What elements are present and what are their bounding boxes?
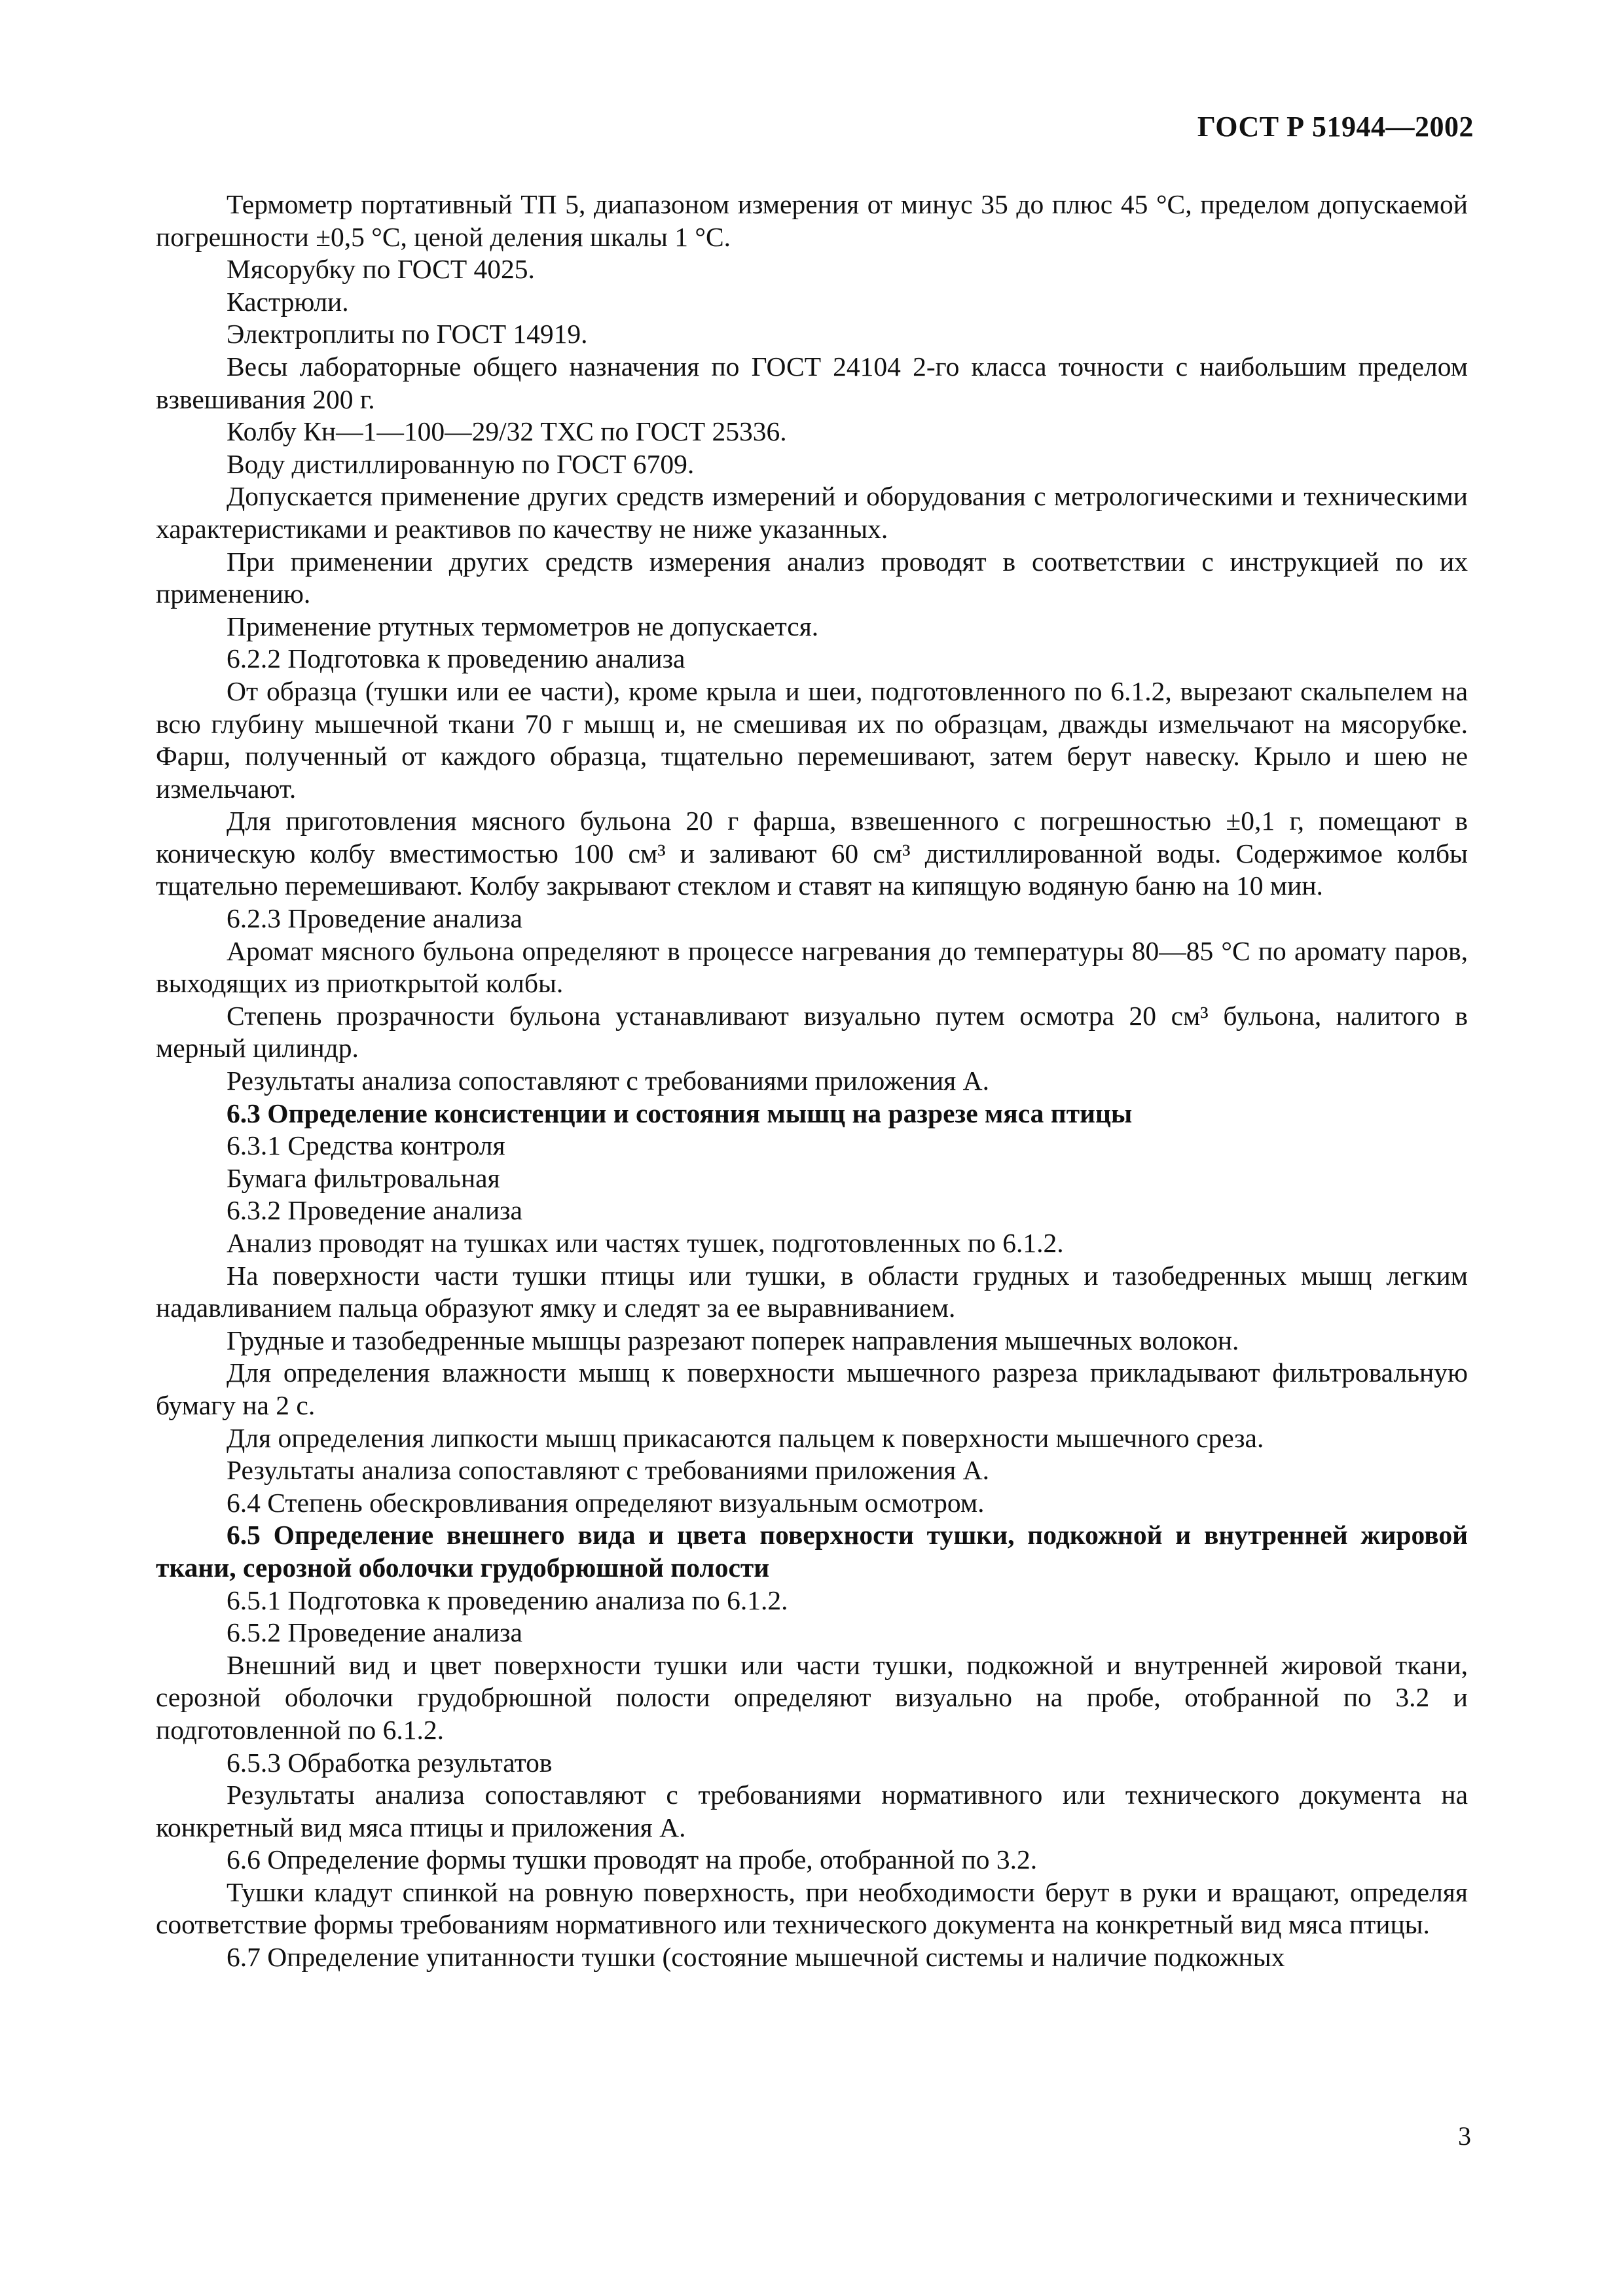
section-heading-bold: 6.5 Определение внешнего вида и цвета поверхности тушки, подкожной и внутренней жировой ткани, серозной оболочки грудобрюшной полости [156, 1520, 1468, 1583]
body-paragraph: Мясорубку по ГОСТ 4025. [227, 254, 535, 285]
body-paragraph: Степень прозрачности бульона устанавливают визуально путем осмотра 20 см³ бульона, налитого в мерный цилиндр. [156, 1000, 1468, 1064]
body-paragraph: При применении других средств измерения анализ проводят в соответствии с инструкцией по их применению. [156, 546, 1468, 609]
body-paragraph: Бумага фильтровальная [227, 1162, 500, 1193]
body-paragraph: 6.4 Степень обескровливания определяют визуальным осмотром. [227, 1487, 985, 1518]
body-paragraph: Внешний вид и цвет поверхности тушки или части тушки, подкожной и внутренней жировой ткани, серозной оболочки грудобрюшной полости определяют визуально на пробе, отобранной по 3.2 и подготовленной по 6.1.2. [156, 1649, 1468, 1745]
section-heading: 6.2.3 Проведение анализа [227, 903, 522, 934]
section-heading-bold: 6.3 Определение консистенции и состояния мышц на разрезе мяса птицы [227, 1098, 1133, 1128]
body-paragraph: Весы лабораторные общего назначения по ГОСТ 24104 2-го класса точности с наибольшим пределом взвешивания 200 г. [156, 351, 1468, 414]
body-paragraph: Колбу Кн—1—100—29/32 ТХС по ГОСТ 25336. [227, 416, 787, 447]
body-paragraph: От образца (тушки или ее части), кроме крыла и шеи, подготовленного по 6.1.2, вырезают скальпелем на всю глубину мышечной ткани 70 г мышц и, не смешивая их по образцам, дважды измельчают на мясорубке. Фарш, полученный от каждого образца, тщательно перемешивают, затем берут навеску. Крыло и шею не измельчают. [156, 675, 1468, 804]
body-paragraph: Грудные и тазобедренные мышцы разрезают поперек направления мышечных волокон. [227, 1325, 1239, 1355]
body-paragraph: Допускается применение других средств измерений и оборудования с метрологическими и техническими характеристиками и реактивов по качеству не ниже указанных. [156, 481, 1468, 544]
section-heading: 6.3.1 Средства контроля [227, 1130, 505, 1161]
document-code: ГОСТ Р 51944—2002 [1197, 111, 1474, 143]
page-number: 3 [1458, 2121, 1471, 2151]
body-paragraph: Для определения липкости мышц прикасаются пальцем к поверхности мышечного среза. [227, 1422, 1264, 1453]
document-body [156, 188, 1468, 1974]
body-paragraph: Аромат мясного бульона определяют в процессе нагревания до температуры 80—85 °С по аромату паров, выходящих из приоткрытой колбы. [156, 935, 1468, 999]
section-heading: 6.5.1 Подготовка к проведению анализа по 6.1.2. [227, 1585, 788, 1615]
body-paragraph: Результаты анализа сопоставляют с требованиями приложения А. [227, 1066, 989, 1096]
body-paragraph: Кастрюли. [227, 286, 349, 317]
body-paragraph: Анализ проводят на тушках или частях тушек, подготовленных по 6.1.2. [227, 1228, 1064, 1258]
body-paragraph: Применение ртутных термометров не допускается. [227, 611, 819, 641]
body-paragraph: Термометр портативный ТП 5, диапазоном измерения от минус 35 до плюс 45 °С, пределом допускаемой погрешности ±0,5 °С, ценой деления шкалы 1 °С. [156, 189, 1468, 252]
body-paragraph: Результаты анализа сопоставляют с требованиями приложения А. [227, 1455, 989, 1486]
body-paragraph: Результаты анализа сопоставляют с требованиями нормативного или технического документа на конкретный вид мяса птицы и приложения А. [156, 1780, 1468, 1842]
body-paragraph: Для приготовления мясного бульона 20 г фарша, взвешенного с погрешностью ±0,1 г, помещают в коническую колбу вместимостью 100 см³ и заливают 60 см³ дистиллированной воды. Содержимое колбы тщательно перемешивают. Колбу закрывают стеклом и ставят на кипящую водяную баню на 10 мин. [156, 806, 1468, 901]
body-paragraph: Воду дистиллированную по ГОСТ 6709. [227, 448, 695, 479]
body-paragraph: На поверхности части тушки птицы или тушки, в области грудных и тазобедренных мышц легким надавливанием пальца образуют ямку и следят за ее выравниванием. [156, 1260, 1468, 1323]
section-heading: 6.5.2 Проведение анализа [227, 1617, 522, 1648]
body-paragraph: Тушки кладут спинкой на ровную поверхность, при необходимости берут в руки и вращают, определяя соответствие формы требованиям нормативного или технического документа на конкретный вид мяса птицы. [156, 1876, 1468, 1940]
section-heading: 6.3.2 Проведение анализа [227, 1195, 522, 1226]
body-paragraph: 6.7 Определение упитанности тушки (состояние мышечной системы и наличие подкожных [227, 1942, 1285, 1973]
body-paragraph: Для определения влажности мышц к поверхности мышечного разреза прикладывают фильтровальную бумагу на 2 с. [156, 1357, 1468, 1420]
section-heading: 6.2.2 Подготовка к проведению анализа [227, 643, 685, 674]
body-paragraph: Электроплиты по ГОСТ 14919. [227, 319, 588, 350]
section-heading: 6.5.3 Обработка результатов [227, 1747, 553, 1778]
body-paragraph: 6.6 Определение формы тушки проводят на пробе, отобранной по 3.2. [227, 1844, 1038, 1875]
